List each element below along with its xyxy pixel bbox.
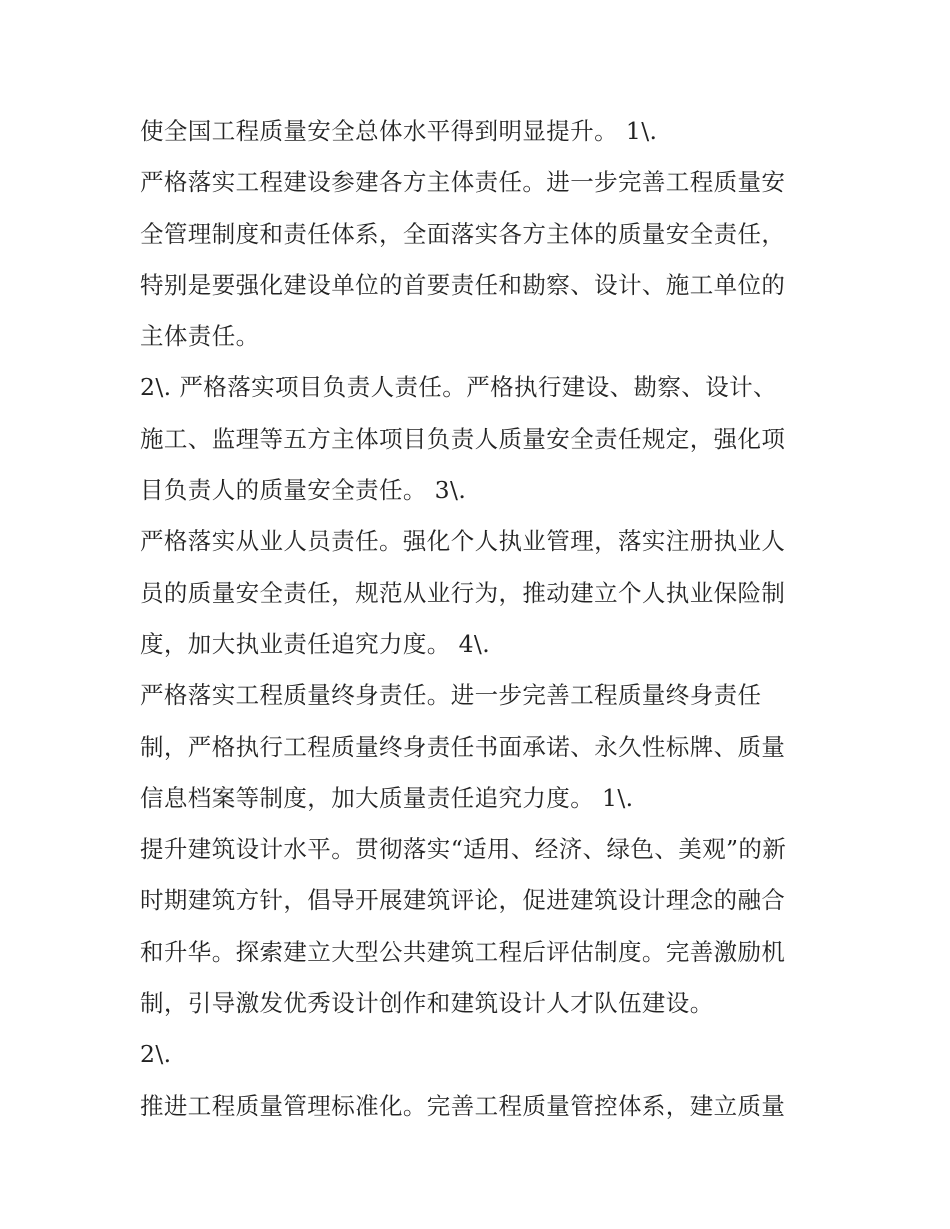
text-line: 严格落实工程质量终身责任。进一步完善工程质量终身责任	[140, 681, 762, 710]
text-line: 员的质量安全责任，规范从业行为，推动建立个人执业保险制	[140, 578, 786, 607]
text-line: 2\. 严格落实项目负责人责任。严格执行建设、勘察、设计、	[140, 373, 777, 402]
text-line: 2\.	[140, 1040, 172, 1069]
text-line: 严格落实工程建设参建各方主体责任。进一步完善工程质量安	[140, 168, 786, 197]
text-line: 推进工程质量管理标准化。完善工程质量管控体系，建立质量	[140, 1091, 786, 1120]
text-line: 严格落实从业人员责任。强化个人执业管理，落实注册执业人	[140, 527, 786, 556]
text-line: 施工、监理等五方主体项目负责人质量安全责任规定，强化项	[140, 424, 786, 453]
text-line: 目负责人的质量安全责任。 3\.	[140, 476, 467, 505]
text-line: 提升建筑设计水平。贯彻落实“适用、经济、绿色、美观”的新	[140, 835, 787, 864]
document-body	[140, 106, 830, 1132]
text-line: 全管理制度和责任体系，全面落实各方主体的质量安全责任，	[140, 219, 786, 248]
text-line: 主体责任。	[140, 322, 260, 351]
text-line: 使全国工程质量安全总体水平得到明显提升。 1\.	[140, 117, 658, 145]
text-line: 特别是要强化建设单位的首要责任和勘察、设计、施工单位的	[140, 270, 786, 299]
text-line: 制，引导激发优秀设计创作和建筑设计人才队伍建设。	[140, 989, 714, 1018]
text-line: 制，严格执行工程质量终身责任书面承诺、永久性标牌、质量	[140, 732, 786, 761]
text-line: 时期建筑方针，倡导开展建筑评论，促进建筑设计理念的融合	[140, 886, 786, 915]
text-line: 度，加大执业责任追究力度。 4\.	[140, 629, 491, 658]
text-line: 信息档案等制度，加大质量责任追究力度。 1\.	[140, 783, 634, 812]
text-line: 和升华。探索建立大型公共建筑工程后评估制度。完善激励机	[140, 937, 786, 966]
